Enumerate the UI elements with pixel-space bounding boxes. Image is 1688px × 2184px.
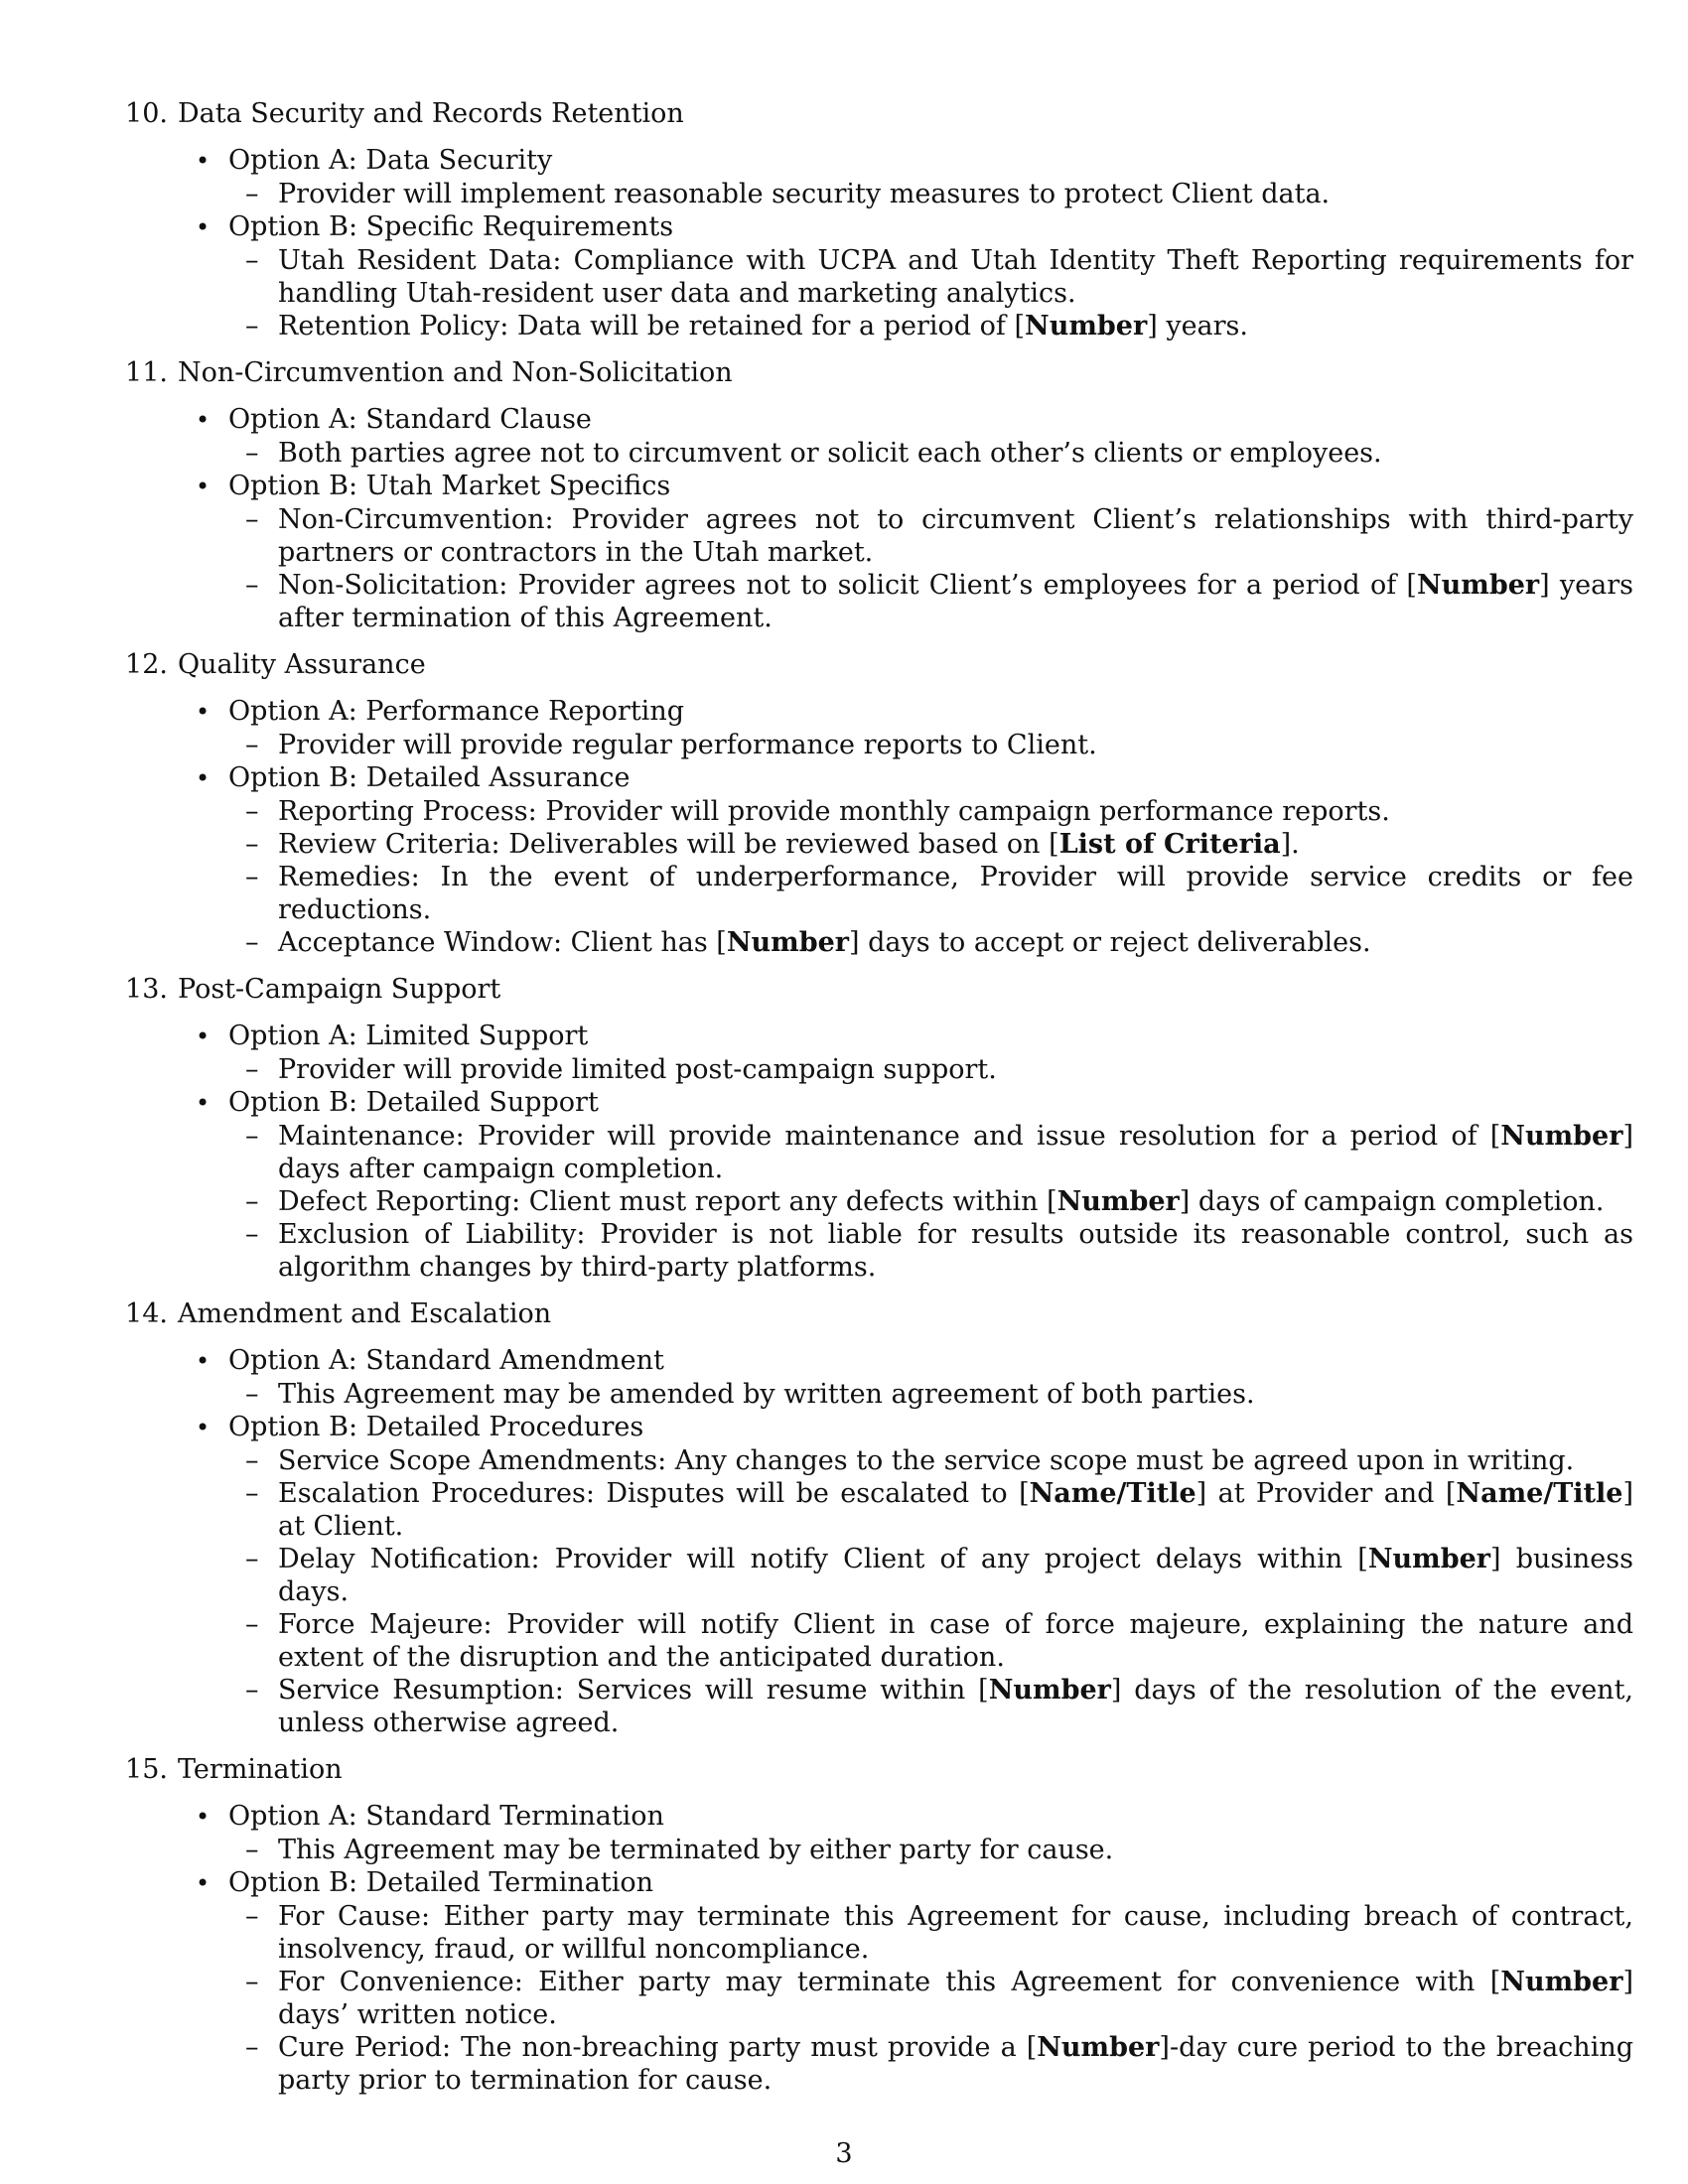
text-run: ] days to accept or reject deliverables. xyxy=(849,927,1371,958)
option-label: Option A: Limited Support xyxy=(228,1021,589,1051)
option xyxy=(196,1020,1589,1086)
list-item xyxy=(245,1543,1633,1608)
option xyxy=(196,695,1589,761)
text-run: Review Criteria: Deliverables will be reviewed based on [ xyxy=(278,829,1059,860)
list-item xyxy=(245,2031,1633,2097)
section xyxy=(119,97,1633,342)
option-label: Option B: Detailed Procedures xyxy=(228,1412,644,1442)
text-run: This Agreement may be terminated by either party for cause. xyxy=(278,1835,1114,1865)
placeholder-field: List of Criteria xyxy=(1058,829,1281,860)
list-item xyxy=(245,1608,1633,1674)
bullet-icon: • xyxy=(196,1869,211,1897)
section-title: Post-Campaign Support xyxy=(178,974,501,1005)
item-text xyxy=(278,310,1633,342)
text-run: ] days of campaign completion. xyxy=(1179,1186,1605,1217)
dash-icon: – xyxy=(245,796,259,827)
text-run: Defect Reporting: Client must report any defects within [ xyxy=(278,1186,1057,1217)
section xyxy=(119,356,1633,634)
dash-icon: – xyxy=(245,1186,259,1217)
section-number: 15. xyxy=(125,1754,168,1785)
bullet-icon: • xyxy=(196,406,211,434)
document-page xyxy=(119,97,1634,2111)
item-list xyxy=(245,178,1589,210)
dash-icon: – xyxy=(245,1967,259,1997)
text-run: ] at Client. xyxy=(278,1478,1633,1542)
dash-icon: – xyxy=(245,1219,259,1250)
option-list xyxy=(196,1020,1633,1284)
dash-icon: – xyxy=(245,927,259,958)
page-number: 3 xyxy=(835,2138,853,2169)
text-run: Maintenance: Provider will provide maintenance and issue resolution for a period of [ xyxy=(278,1121,1501,1152)
text-run: For Convenience: Either party may terminate this Agreement for convenience with [ xyxy=(278,1967,1501,1997)
bullet-icon: • xyxy=(196,1803,211,1831)
section-heading xyxy=(119,973,1589,1006)
item-text xyxy=(278,178,1633,210)
placeholder-field: Number xyxy=(1500,1121,1623,1152)
option-label: Option B: Utah Market Specifics xyxy=(228,471,671,501)
text-run: Service Resumption: Services will resume within [ xyxy=(278,1675,989,1706)
item-text xyxy=(278,729,1633,761)
option-heading xyxy=(196,1086,1589,1120)
text-run: ] years after termination of this Agreement. xyxy=(278,570,1633,633)
option xyxy=(196,144,1589,210)
bullet-icon: • xyxy=(196,213,211,241)
list-item xyxy=(245,503,1633,569)
placeholder-field: Number xyxy=(1367,1544,1491,1574)
option-heading xyxy=(196,1411,1589,1444)
item-text xyxy=(278,503,1633,569)
option-heading xyxy=(196,403,1589,437)
option-label: Option A: Standard Amendment xyxy=(228,1345,664,1376)
text-run: ] business days. xyxy=(278,1544,1633,1607)
item-text xyxy=(278,828,1633,861)
item-text xyxy=(278,1966,1633,2031)
section-title: Non-Circumvention and Non-Solicitation xyxy=(178,357,733,388)
dash-icon: – xyxy=(245,1054,259,1085)
list-item xyxy=(245,861,1633,926)
item-list xyxy=(245,1444,1634,1739)
dash-icon: – xyxy=(245,1835,259,1865)
item-list xyxy=(245,1053,1589,1086)
placeholder-field: Number xyxy=(1500,1967,1623,1997)
item-text xyxy=(278,1218,1633,1284)
dash-icon: – xyxy=(245,570,259,601)
list-item xyxy=(245,729,1633,761)
text-run: Retention Policy: Data will be retained for a period of [ xyxy=(278,311,1026,341)
item-text xyxy=(278,1608,1633,1674)
item-list xyxy=(245,1378,1589,1411)
option xyxy=(196,1800,1589,1866)
option-list xyxy=(196,144,1633,342)
bullet-icon: • xyxy=(196,1089,211,1117)
item-text xyxy=(278,1674,1633,1739)
list-item xyxy=(245,1218,1633,1284)
bullet-icon: • xyxy=(196,1414,211,1441)
option-label: Option A: Standard Clause xyxy=(228,404,592,435)
dash-icon: – xyxy=(245,1478,259,1509)
item-text xyxy=(278,795,1633,828)
text-run: Cure Period: The non-breaching party must provide a [ xyxy=(278,2032,1038,2063)
item-text xyxy=(278,1444,1633,1477)
item-text xyxy=(278,1120,1633,1185)
dash-icon: – xyxy=(245,1901,259,1932)
placeholder-field: Number xyxy=(1416,570,1540,601)
dash-icon: – xyxy=(245,179,259,209)
section-title: Quality Assurance xyxy=(178,649,426,680)
item-text xyxy=(278,1185,1633,1218)
option-list xyxy=(196,1800,1633,2097)
item-text xyxy=(278,244,1633,310)
bullet-icon: • xyxy=(196,1023,211,1050)
section-number: 10. xyxy=(125,98,168,129)
section-number: 12. xyxy=(125,649,168,680)
text-run: ] days of the resolution of the event, unless otherwise agreed. xyxy=(278,1675,1634,1738)
item-text xyxy=(278,1477,1633,1543)
section-number: 14. xyxy=(125,1298,168,1329)
list-item xyxy=(245,1900,1633,1966)
item-list xyxy=(245,437,1589,470)
list-item xyxy=(245,1444,1633,1477)
item-list xyxy=(245,1120,1633,1284)
section-heading xyxy=(119,356,1589,389)
text-run: Exclusion of Liability: Provider is not liable for results outside its reasonable control, such as algorithm changes by third-party platforms. xyxy=(278,1219,1633,1283)
option xyxy=(196,403,1589,470)
item-list xyxy=(245,503,1633,634)
bullet-icon: • xyxy=(196,473,211,500)
option-list xyxy=(196,695,1633,959)
list-item xyxy=(245,244,1633,310)
list-item xyxy=(245,926,1633,959)
list-item xyxy=(245,1185,1633,1218)
text-run: Reporting Process: Provider will provide monthly campaign performance reports. xyxy=(278,796,1390,827)
list-item xyxy=(245,1834,1633,1866)
dash-icon: – xyxy=(245,730,259,760)
text-run: Remedies: In the event of underperformance, Provider will provide service credits or fee reductions. xyxy=(278,862,1633,925)
item-text xyxy=(278,2031,1633,2097)
placeholder-field: Number xyxy=(1056,1186,1180,1217)
option-list xyxy=(196,403,1633,634)
list-item xyxy=(245,828,1633,861)
item-text xyxy=(278,1834,1633,1866)
option xyxy=(196,1411,1634,1739)
option-heading xyxy=(196,695,1589,729)
section-heading xyxy=(119,1297,1589,1330)
dash-icon: – xyxy=(245,438,259,469)
option-heading xyxy=(196,1020,1589,1053)
text-run: For Cause: Either party may terminate this Agreement for cause, including breach of contract, insolvency, fraud, or willful noncompliance. xyxy=(278,1901,1633,1965)
option-heading xyxy=(196,470,1589,503)
section-heading xyxy=(119,97,1589,130)
item-list xyxy=(245,795,1633,959)
item-text xyxy=(278,437,1633,470)
text-run: Escalation Procedures: Disputes will be escalated to [ xyxy=(278,1478,1030,1509)
item-list xyxy=(245,1900,1633,2097)
list-item xyxy=(245,1378,1633,1411)
section-number: 13. xyxy=(125,974,168,1005)
placeholder-field: Name/Title xyxy=(1029,1478,1196,1509)
bullet-icon: • xyxy=(196,764,211,792)
text-run: Provider will provide limited post-campaign support. xyxy=(278,1054,997,1085)
list-item xyxy=(245,795,1633,828)
bullet-icon: • xyxy=(196,147,211,175)
option-label: Option B: Detailed Assurance xyxy=(228,762,631,793)
section-heading xyxy=(119,648,1589,681)
section-title: Termination xyxy=(178,1754,343,1785)
dash-icon: – xyxy=(245,1379,259,1410)
text-run: Non-Solicitation: Provider agrees not to solicit Client’s employees for a period of [ xyxy=(278,570,1417,601)
item-text xyxy=(278,1543,1633,1608)
option-heading xyxy=(196,1800,1589,1834)
text-run: Utah Resident Data: Compliance with UCPA and Utah Identity Theft Reporting requirements for handling Utah-resident user data and marketing analytics. xyxy=(278,245,1633,309)
text-run: Service Scope Amendments: Any changes to the service scope must be agreed upon in writing. xyxy=(278,1445,1575,1476)
option-heading xyxy=(196,144,1589,178)
list-item xyxy=(245,1053,1633,1086)
placeholder-field: Number xyxy=(988,1675,1111,1706)
section-title: Amendment and Escalation xyxy=(178,1298,552,1329)
item-list xyxy=(245,1834,1589,1866)
list-item xyxy=(245,178,1633,210)
list-item xyxy=(245,1674,1633,1739)
text-run: Acceptance Window: Client has [ xyxy=(278,927,727,958)
list-item xyxy=(245,1477,1633,1543)
section xyxy=(119,973,1633,1284)
option xyxy=(196,1344,1589,1411)
dash-icon: – xyxy=(245,1609,259,1640)
section-heading xyxy=(119,1753,1589,1786)
text-run: ] days’ written notice. xyxy=(278,1967,1633,2030)
option-heading xyxy=(196,761,1589,795)
text-run: Force Majeure: Provider will notify Client in case of force majeure, explaining the nature and extent of the disruption and the anticipated duration. xyxy=(278,1609,1633,1673)
option-list xyxy=(196,1344,1634,1739)
option xyxy=(196,761,1633,959)
section xyxy=(119,648,1633,959)
item-text xyxy=(278,926,1633,959)
list-item xyxy=(245,569,1633,634)
placeholder-field: Number xyxy=(1025,311,1148,341)
dash-icon: – xyxy=(245,311,259,341)
section-title: Data Security and Records Retention xyxy=(178,98,684,129)
item-text xyxy=(278,1053,1633,1086)
placeholder-field: Name/Title xyxy=(1456,1478,1623,1509)
dash-icon: – xyxy=(245,829,259,860)
bullet-icon: • xyxy=(196,698,211,726)
dash-icon: – xyxy=(245,2032,259,2063)
text-run: ] at Provider and [ xyxy=(1196,1478,1457,1509)
list-item xyxy=(245,310,1633,342)
section xyxy=(119,1753,1633,2097)
option-heading xyxy=(196,210,1589,244)
option-label: Option B: Detailed Termination xyxy=(228,1867,653,1898)
text-run: This Agreement may be amended by written agreement of both parties. xyxy=(278,1379,1255,1410)
section xyxy=(119,1297,1634,1739)
dash-icon: – xyxy=(245,1675,259,1706)
option-heading xyxy=(196,1866,1589,1900)
text-run: ]-day cure period to the breaching party prior to termination for cause. xyxy=(278,2032,1633,2096)
item-text xyxy=(278,1900,1633,1966)
section-number: 11. xyxy=(125,357,168,388)
item-text xyxy=(278,1378,1633,1411)
text-run: Delay Notification: Provider will notify Client of any project delays within [ xyxy=(278,1544,1368,1574)
option xyxy=(196,470,1633,634)
text-run: Provider will provide regular performance reports to Client. xyxy=(278,730,1097,760)
bullet-icon: • xyxy=(196,1347,211,1375)
option xyxy=(196,1866,1633,2097)
option-label: Option A: Standard Termination xyxy=(228,1801,664,1832)
option-label: Option A: Data Security xyxy=(228,145,553,176)
dash-icon: – xyxy=(245,1445,259,1476)
text-run: ] years. xyxy=(1147,311,1248,341)
option-heading xyxy=(196,1344,1589,1378)
item-list xyxy=(245,729,1589,761)
text-run: Non-Circumvention: Provider agrees not to circumvent Client’s relationships with third-party partners or contractors in the Utah market. xyxy=(278,504,1633,568)
list-item xyxy=(245,1120,1633,1185)
item-text xyxy=(278,569,1633,634)
dash-icon: – xyxy=(245,504,259,535)
item-list xyxy=(245,244,1633,342)
list-item xyxy=(245,437,1633,470)
text-run: Provider will implement reasonable security measures to protect Client data. xyxy=(278,179,1331,209)
list-item xyxy=(245,1966,1633,2031)
placeholder-field: Number xyxy=(726,927,850,958)
option-label: Option B: Specific Requirements xyxy=(228,211,674,242)
option xyxy=(196,1086,1633,1284)
option-label: Option A: Performance Reporting xyxy=(228,696,684,727)
dash-icon: – xyxy=(245,862,259,892)
text-run: Both parties agree not to circumvent or solicit each other’s clients or employees. xyxy=(278,438,1382,469)
dash-icon: – xyxy=(245,1121,259,1152)
item-text xyxy=(278,861,1633,926)
placeholder-field: Number xyxy=(1037,2032,1160,2063)
dash-icon: – xyxy=(245,245,259,276)
text-run: ]. xyxy=(1280,829,1300,860)
option xyxy=(196,210,1633,342)
option-label: Option B: Detailed Support xyxy=(228,1087,599,1118)
text-run: ] days after campaign completion. xyxy=(278,1121,1633,1184)
dash-icon: – xyxy=(245,1544,259,1574)
